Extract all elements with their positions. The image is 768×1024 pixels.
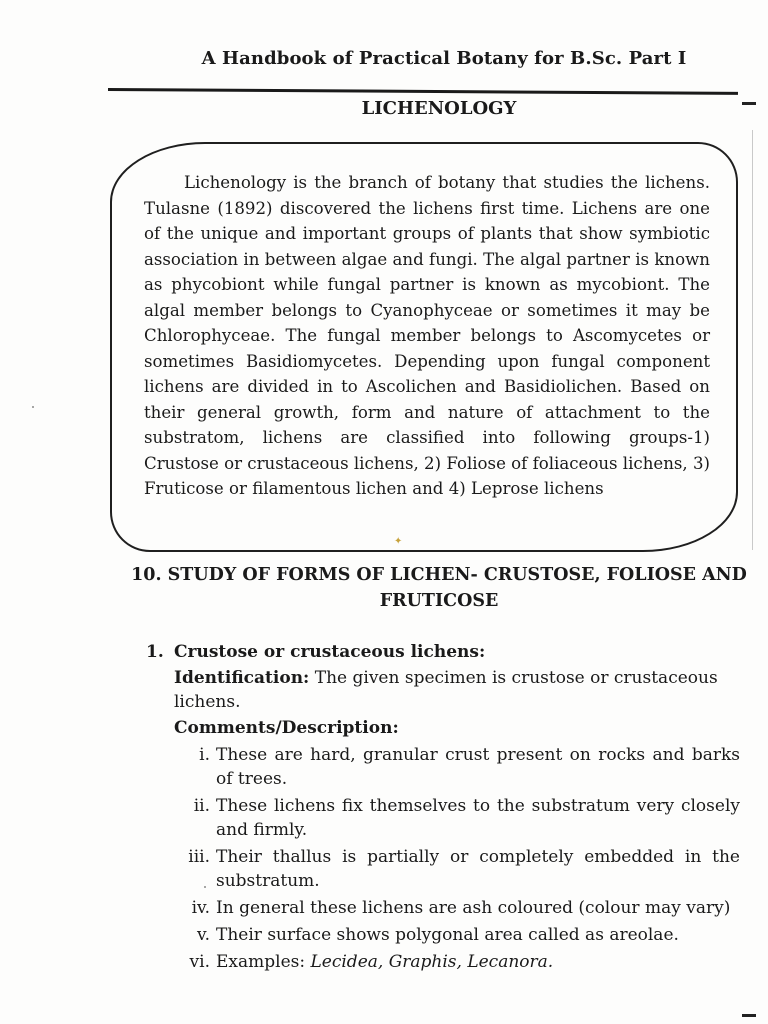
list-item [146, 794, 740, 842]
page-edge-line [752, 130, 753, 550]
item-text: These are hard, granular crust present on rocks and barks of trees. [216, 745, 740, 789]
item-numeral: v. [197, 925, 210, 945]
list-item [146, 923, 740, 947]
identification-text: The given specimen is crustose or crustaceous lichens. [174, 668, 718, 712]
examples-label: Examples: [216, 952, 306, 972]
item-text: Their surface shows polygonal area called as areolae. [216, 925, 679, 945]
subsection-heading [146, 640, 740, 664]
paper-speck [32, 406, 34, 408]
subsection-heading-text: Crustose or crustaceous lichens: [174, 642, 486, 662]
description-list [146, 743, 740, 974]
item-text: Their thallus is partially or completely embedded in the substratum. [216, 847, 740, 891]
ink-mark: ✦ [394, 536, 403, 547]
paper-speck [204, 886, 206, 888]
item-numeral: iv. [191, 898, 210, 918]
item-numeral: i. [199, 745, 210, 765]
running-header: A Handbook of Practical Botany for B.Sc. Part I [201, 48, 687, 69]
intro-paragraph: Lichenology is the branch of botany that studies the lichens. Tulasne (1892) discovered the lichens first time. Lichens are one of the unique and important groups of plants that show symbiotic association in between algae and fungi. The algal partner is known as phycobiont while fungal partner is known as mycobiont. The algal member belongs to Cyanophyceae or sometimes it may be Chlorophyceae. The fungal member belongs to Ascomycetes or sometimes Basidiomycetes. Depending upon fungal component lichens are divided in to Ascolichen and Basidiolichen. Based on their general growth, form and nature of attachment to the substratom, lichens are classified into following groups-1) Crustose or crustaceous lichens, 2) Foliose of foliaceous lichens, 3) Fruticose or filamentous lichen and 4) Leprose lichens [144, 173, 710, 498]
list-item [146, 896, 740, 920]
item-numeral: ii. [193, 796, 210, 816]
edge-mark-bottom [742, 1014, 756, 1017]
identification-line [174, 666, 740, 714]
section-title: LICHENOLOGY [361, 98, 517, 119]
examples-species: Lecidea, Graphis, Lecanora. [310, 952, 554, 972]
item-numeral: vi. [189, 952, 210, 972]
subsection-number: 1. [146, 642, 164, 662]
crustose-section [146, 640, 740, 974]
comments-heading: Comments/Description: [174, 718, 399, 738]
list-item-examples [146, 950, 740, 974]
list-item [146, 845, 740, 893]
experiment-title: 10. STUDY OF FORMS OF LICHEN- CRUSTOSE, FOLIOSE AND FRUTICOSE [131, 565, 747, 611]
identification-label: Identification: [174, 668, 310, 688]
item-text: In general these lichens are ash coloured (colour may vary) [216, 898, 731, 918]
header-rule [108, 88, 738, 95]
item-numeral: iii. [188, 847, 210, 867]
item-text [216, 950, 740, 974]
item-text: These lichens fix themselves to the substratum very closely and firmly. [216, 796, 740, 840]
list-item [146, 743, 740, 791]
